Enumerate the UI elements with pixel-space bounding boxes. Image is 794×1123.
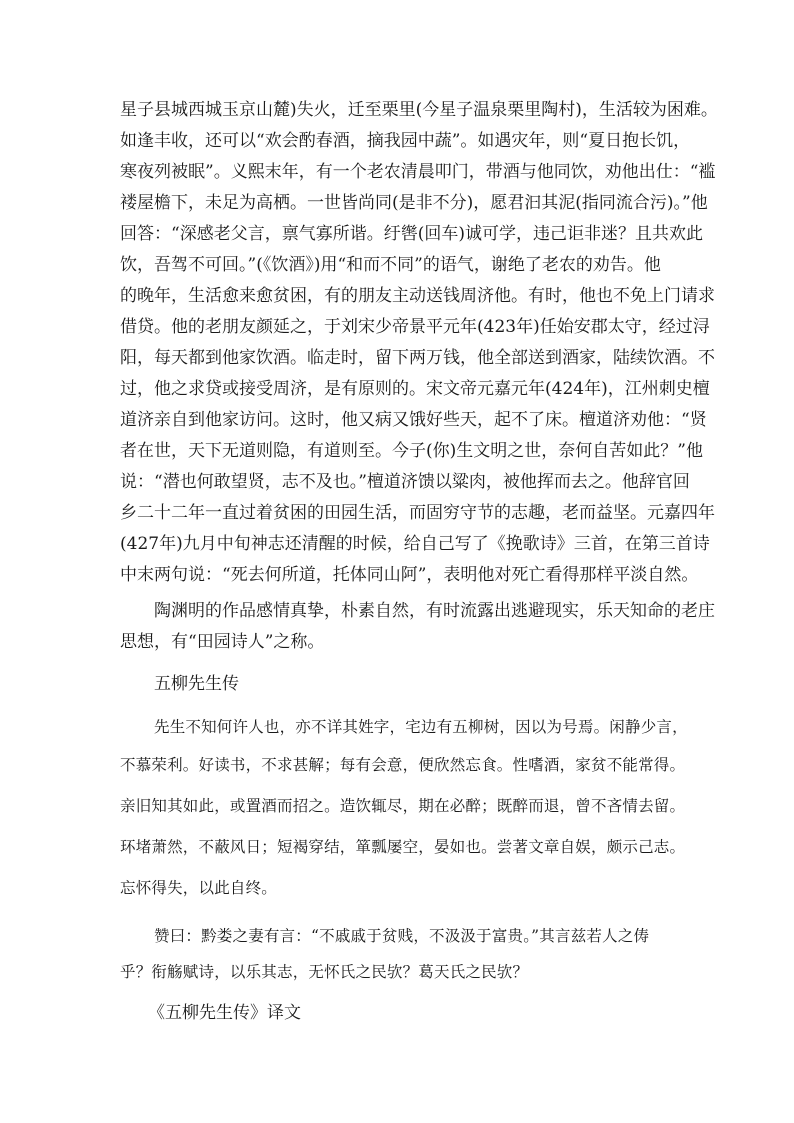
biography-line: 饮，吾驾不可回。”(《饮酒》)用“和而不同”的语气，谢绝了老农的劝告。他 <box>120 255 661 275</box>
essay-title: 五柳先生传 <box>154 674 239 694</box>
biography-line: 褛屋檐下，未足为高栖。一世皆尚同(是非不分)，愿君汩其泥(指同流合污)。”他 <box>120 193 708 213</box>
zan-line: 乎？衔觞赋诗，以乐其志，无怀氏之民欤？葛天氏之民欤？ <box>120 963 529 981</box>
essay-line: 亲旧知其如此，或置酒而招之。造饮辄尽，期在必醉；既醉而退，曾不吝情去留。 <box>120 797 686 815</box>
biography-line: 阳，每天都到他家饮酒。临走时，留下两万钱，他全部送到酒家，陆续饮酒。不 <box>120 348 715 368</box>
biography-line: 的晚年，生活愈来愈贫困，有的朋友主动送钱周济他。有时，他也不免上门请求 <box>120 286 715 306</box>
biography-line: 寒夜列被眠”。义熙末年，有一个老农清晨叩门，带酒与他同饮，劝他出仕：“褴 <box>120 162 716 182</box>
essay-line: 不慕荣利。好读书，不求甚解；每有会意，便欣然忘食。性嗜酒，家贫不能常得。 <box>120 756 686 774</box>
biography-line: 乡二十二年一直过着贫困的田园生活，而固穷守节的志趣，老而益坚。元嘉四年 <box>120 503 715 523</box>
biography-line: 中末两句说：“死去何所道，托体同山阿”，表明他对死亡看得那样平淡自然。 <box>120 565 699 585</box>
translation-title: 《五柳先生传》译文 <box>148 1003 301 1023</box>
biography-line: 过，他之求贷或接受周济，是有原则的。宋文帝元嘉元年(424年)，江州刺史檀 <box>120 379 710 399</box>
biography-line: 说：“潜也何敢望贤，志不及也。”檀道济馈以粱肉，被他挥而去之。他辞官回 <box>120 472 690 492</box>
essay-line: 先生不知何许人也，亦不详其姓字，宅边有五柳树，因以为号焉。闲静少言， <box>154 718 688 736</box>
biography-line: 者在世，天下无道则隐，有道则至。今子(你)生文明之世，奈何自苦如此？”他 <box>120 441 703 461</box>
summary-line: 思想，有“田园诗人”之称。 <box>120 632 325 652</box>
essay-line: 环堵萧然，不蔽风日；短褐穿结，箪瓢屡空，晏如也。尝著文章自娱，颇示己志。 <box>120 838 686 856</box>
biography-line: 星子县城西城玉京山麓)失火，迁至栗里(今星子温泉栗里陶村)，生活较为困难。 <box>120 100 718 120</box>
summary-line: 陶渊明的作品感情真挚，朴素自然，有时流露出逃避现实，乐天知命的老庄 <box>154 601 715 621</box>
biography-line: (427年)九月中旬神志还清醒的时候，给自己写了《挽歌诗》三首，在第三首诗 <box>120 534 710 554</box>
biography-line: 如逢丰收，还可以“欢会酌春酒，摘我园中蔬”。如遇灾年，则“夏日抱长饥， <box>120 131 691 151</box>
biography-line: 借贷。他的老朋友颜延之，于刘宋少帝景平元年(423年)任始安郡太守，经过浔 <box>120 317 710 337</box>
biography-line: 回答：“深感老父言，禀气寡所谐。纡辔(回车)诚可学，违己讵非迷？且共欢此 <box>120 224 703 244</box>
biography-line: 道济亲自到他家访问。这时，他又病又饿好些天，起不了床。檀道济劝他：“贤 <box>120 410 707 430</box>
zan-line: 赞曰：黔娄之妻有言：“不戚戚于贫贱，不汲汲于富贵。”其言兹若人之俦 <box>154 927 650 945</box>
essay-line: 忘怀得失，以此自终。 <box>120 879 278 897</box>
